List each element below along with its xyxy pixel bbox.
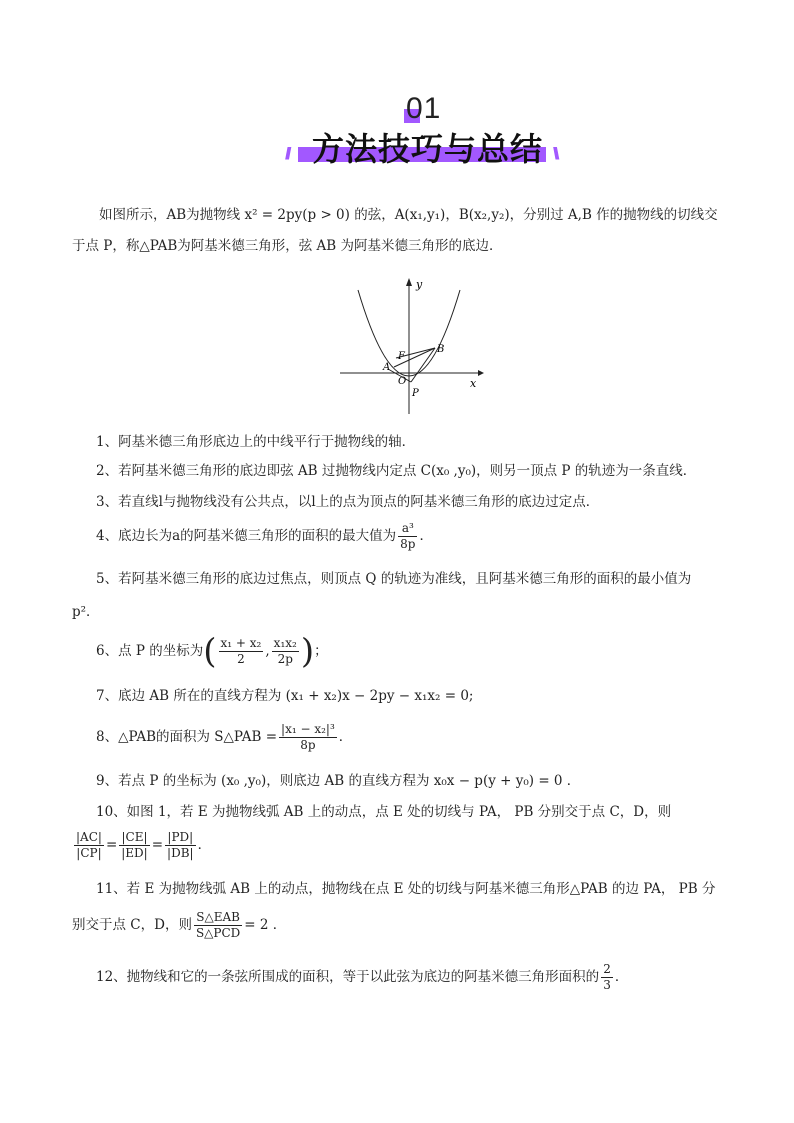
point-label-o: O [398, 376, 407, 387]
intro-line-1: 如图所示，AB为抛物线 x² = 2py(p > 0) 的弦，A(x₁,y₁)，B(x₂,y₂)，分别过 A,B 作的抛物线的切线交 [99, 207, 718, 223]
item-6-end: ； [314, 643, 328, 659]
fraction-numerator: x₁x₂ [273, 636, 297, 650]
item-11-end: = 2 ． [244, 917, 287, 933]
point-label-p: P [412, 388, 419, 399]
item-12-end: ． [614, 969, 629, 985]
axis-label-x: x [470, 377, 477, 390]
fraction-numerator: |AC| [76, 830, 102, 844]
item-8 [96, 722, 726, 753]
item-6: 6、点 P 的坐标为( $\frac{\text{x₁ + x₂}}{2}$ , $\frac{\text{x₁x₂}}{2p}$ )； [96, 631, 328, 672]
fraction-denominator: 8p [300, 738, 316, 752]
point-label-f: F [398, 351, 405, 362]
item-11-line-1: 11、若 E 为抛物线弧 AB 上的动点，抛物线在点 E 处的切线与阿基米德三角形△PAB 的边 PA， PB 分 [96, 881, 716, 897]
item-1: 1、阿基米德三角形底边上的中线平行于抛物线的轴． [96, 434, 416, 450]
item-10-fraction-1 [74, 830, 104, 861]
fraction-denominator: |ED| [121, 846, 148, 860]
fraction-numerator: 2 [603, 962, 611, 976]
fraction-numerator: |x₁ − x₂|³ [281, 722, 335, 736]
item-8-end: ． [338, 729, 353, 745]
item-2: 2、若阿基米德三角形的底边即弦 AB 过抛物线内定点 C(x₀ ,y₀)，则另一顶点 P 的轨迹为一条直线． [96, 463, 697, 479]
parabola-figure [336, 272, 486, 418]
item-5-line-1: 5、若阿基米德三角形的底边过焦点，则顶点 Q 的轨迹为准线，且阿基米德三角形的面积的最小值为 [96, 571, 692, 587]
item-11-text: 别交于点 C，D，则 [72, 917, 192, 933]
item-11-fraction [194, 910, 242, 941]
section-title: 方法技巧与总结 [312, 130, 544, 168]
item-12 [96, 962, 726, 993]
item-7: 7、底边 AB 所在的直线方程为 (x₁ + x₂)x − 2py − x₁x₂ = 0; [96, 688, 474, 704]
item-4-end: ． [419, 528, 433, 544]
item-3: 3、若直线l与抛物线没有公共点，以l上的点为顶点的阿基米德三角形的底边过定点． [96, 494, 600, 510]
right-slash-decoration: \\ [553, 144, 557, 163]
fraction-denominator: 2p [277, 652, 293, 666]
section-number: 01 [406, 92, 442, 125]
item-8-text: 8、△PAB的面积为 S△PAB = [96, 729, 278, 745]
intro-line-2: 于点 P，称△PAB为阿基米德三角形，弦 AB 为阿基米德三角形的底边． [72, 238, 503, 254]
item-10-end: ． [197, 837, 212, 853]
item-4-fraction [398, 521, 417, 552]
item-6-text: 6、点 P 的坐标为 [96, 643, 204, 659]
item-4 [96, 521, 726, 552]
item-12-fraction [601, 962, 613, 993]
point-label-a: A [383, 362, 391, 373]
fraction-denominator: S△PCD [195, 926, 241, 940]
fraction-denominator: 2 [237, 652, 245, 666]
fraction-numerator: a³ [398, 521, 417, 537]
item-5-line-2: p²． [72, 604, 100, 620]
fraction-denominator: 8p [400, 537, 416, 551]
fraction-denominator: |DB| [167, 846, 194, 860]
item-10-fraction-3 [165, 830, 196, 861]
item-10-fraction-2 [119, 830, 149, 861]
item-11-line-2 [72, 910, 286, 941]
fraction-numerator: |CE| [119, 830, 149, 846]
item-12-text: 12、抛物线和它的一条弦所围成的面积，等于以此弦为底边的阿基米德三角形面积的 [96, 969, 600, 985]
item-6-fraction-y [272, 636, 299, 667]
item-4-text: 4、底边长为a的阿基米德三角形的面积的最大值为 [96, 528, 397, 544]
item-6-fraction-x [219, 636, 264, 667]
left-slash-decoration: // [285, 144, 289, 163]
fraction-denominator: 3 [603, 978, 611, 992]
fraction-numerator: S△EAB [194, 910, 242, 926]
axis-label-y: y [416, 278, 423, 291]
fraction-denominator: |CP| [76, 846, 102, 860]
item-10-line-1: 10、如图 1，若 E 为抛物线弧 AB 上的动点，点 E 处的切线与 PA， PB 分别交于点 C，D，则 [96, 804, 672, 820]
item-9: 9、若点 P 的坐标为 (x₀ ,y₀)，则底边 AB 的直线方程为 x₀x − p(y + y₀) = 0 ． [96, 773, 581, 789]
fraction-numerator: x₁ + x₂ [220, 636, 262, 650]
fraction-numerator: |PD| [165, 830, 196, 846]
item-10-line-2: $\frac{|AC|}{|CP|}$ = $\frac{|CE|}{|ED|}$ = $\frac{|PD|}{|DB|}$ ． [76, 830, 212, 860]
point-label-b: B [437, 344, 445, 355]
item-8-fraction [279, 722, 337, 753]
